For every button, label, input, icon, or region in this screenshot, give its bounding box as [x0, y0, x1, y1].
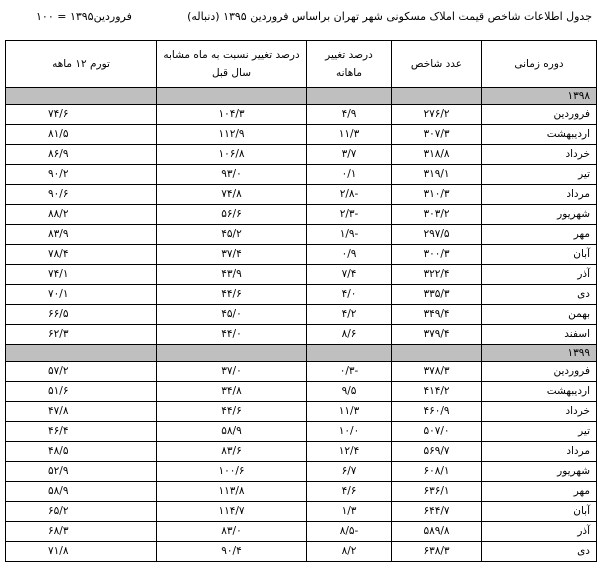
table-row — [6, 442, 597, 462]
monthly-change-cell: -۸/۵ — [307, 522, 392, 542]
index-cell: ۶۳۶/۱ — [392, 482, 482, 502]
monthly-change-cell: ۸/۲ — [307, 542, 392, 562]
period-cell: اردیبهشت — [482, 125, 597, 145]
period-cell: خرداد — [482, 402, 597, 422]
header-index: عدد شاخص — [392, 41, 482, 88]
yearly-change-cell: ۴۵/۲ — [157, 225, 307, 245]
table-row — [6, 522, 597, 542]
header-monthly-change: درصد تغییر ماهانه — [307, 41, 392, 88]
period-cell: اسفند — [482, 325, 597, 345]
inflation-cell: ۹۰/۲ — [6, 165, 157, 185]
monthly-change-cell: ۱/۳ — [307, 502, 392, 522]
period-cell: اردیبهشت — [482, 382, 597, 402]
table-row — [6, 125, 597, 145]
inflation-cell: ۷۱/۸ — [6, 542, 157, 562]
inflation-cell: ۵۸/۹ — [6, 482, 157, 502]
monthly-change-cell: ۷/۴ — [307, 265, 392, 285]
index-cell: ۳۰۷/۳ — [392, 125, 482, 145]
yearly-change-cell: ۱۰۶/۸ — [157, 145, 307, 165]
index-cell: ۳۱۸/۸ — [392, 145, 482, 165]
period-cell: آبان — [482, 502, 597, 522]
inflation-cell: ۶۵/۲ — [6, 502, 157, 522]
index-cell: ۵۰۷/۰ — [392, 422, 482, 442]
year-row-empty-cell — [392, 88, 482, 105]
period-cell: دی — [482, 285, 597, 305]
monthly-change-cell: ۴/۲ — [307, 305, 392, 325]
index-cell: ۴۱۴/۲ — [392, 382, 482, 402]
table-row — [6, 422, 597, 442]
header-row — [6, 41, 597, 88]
price-index-table — [5, 40, 597, 562]
year-label: ۱۳۹۸ — [482, 88, 597, 105]
monthly-change-cell: ۴/۹ — [307, 105, 392, 125]
index-cell: ۵۸۹/۸ — [392, 522, 482, 542]
period-cell: مهر — [482, 482, 597, 502]
year-row-empty-cell — [157, 88, 307, 105]
year-row — [6, 345, 597, 362]
period-cell: بهمن — [482, 305, 597, 325]
index-cell: ۳۷۹/۴ — [392, 325, 482, 345]
monthly-change-cell: ۳/۷ — [307, 145, 392, 165]
inflation-cell: ۴۶/۴ — [6, 422, 157, 442]
yearly-change-cell: ۳۷/۴ — [157, 245, 307, 265]
table-row — [6, 285, 597, 305]
index-cell: ۳۱۰/۳ — [392, 185, 482, 205]
period-cell: شهریور — [482, 462, 597, 482]
period-cell: آذر — [482, 522, 597, 542]
table-row — [6, 305, 597, 325]
index-cell: ۲۷۶/۲ — [392, 105, 482, 125]
inflation-cell: ۵۲/۹ — [6, 462, 157, 482]
period-cell: تیر — [482, 165, 597, 185]
inflation-cell: ۸۱/۵ — [6, 125, 157, 145]
yearly-change-cell: ۹۳/۰ — [157, 165, 307, 185]
index-cell: ۳۱۹/۱ — [392, 165, 482, 185]
inflation-cell: ۷۴/۶ — [6, 105, 157, 125]
inflation-cell: ۴۷/۸ — [6, 402, 157, 422]
inflation-cell: ۹۰/۶ — [6, 185, 157, 205]
period-cell: فروردین — [482, 105, 597, 125]
year-label: ۱۳۹۹ — [482, 345, 597, 362]
table-row — [6, 362, 597, 382]
period-cell: فروردین — [482, 362, 597, 382]
index-cell: ۳۴۹/۴ — [392, 305, 482, 325]
yearly-change-cell: ۴۴/۶ — [157, 285, 307, 305]
index-cell: ۳۰۰/۳ — [392, 245, 482, 265]
period-cell: تیر — [482, 422, 597, 442]
period-cell: خرداد — [482, 145, 597, 165]
yearly-change-cell: ۴۵/۰ — [157, 305, 307, 325]
monthly-change-cell: ۹/۵ — [307, 382, 392, 402]
year-row-empty-cell — [307, 88, 392, 105]
monthly-change-cell: ۸/۶ — [307, 325, 392, 345]
yearly-change-cell: ۷۴/۸ — [157, 185, 307, 205]
table-row — [6, 185, 597, 205]
period-cell: مرداد — [482, 185, 597, 205]
header-yearly-change: درصد تغییر نسبت به ماه مشابه سال قبل — [157, 41, 307, 88]
table-row — [6, 382, 597, 402]
table-row — [6, 205, 597, 225]
monthly-change-cell: ۰/۱ — [307, 165, 392, 185]
inflation-cell: ۸۸/۲ — [6, 205, 157, 225]
yearly-change-cell: ۵۸/۹ — [157, 422, 307, 442]
monthly-change-cell: -۰/۳ — [307, 362, 392, 382]
table-row — [6, 225, 597, 245]
table-row — [6, 145, 597, 165]
table-row — [6, 482, 597, 502]
year-row-empty-cell — [6, 88, 157, 105]
table-row — [6, 402, 597, 422]
inflation-cell: ۸۶/۹ — [6, 145, 157, 165]
index-cell: ۵۶۹/۷ — [392, 442, 482, 462]
inflation-cell: ۵۱/۶ — [6, 382, 157, 402]
yearly-change-cell: ۵۶/۶ — [157, 205, 307, 225]
period-cell: مهر — [482, 225, 597, 245]
yearly-change-cell: ۱۱۴/۷ — [157, 502, 307, 522]
table-row — [6, 325, 597, 345]
inflation-cell: ۶۸/۳ — [6, 522, 157, 542]
monthly-change-cell: -۱/۹ — [307, 225, 392, 245]
index-cell: ۶۰۸/۱ — [392, 462, 482, 482]
index-cell: ۶۴۴/۷ — [392, 502, 482, 522]
yearly-change-cell: ۹۰/۴ — [157, 542, 307, 562]
inflation-cell: ۶۲/۳ — [6, 325, 157, 345]
yearly-change-cell: ۴۴/۰ — [157, 325, 307, 345]
year-row-empty-cell — [392, 345, 482, 362]
table-row — [6, 462, 597, 482]
table-row — [6, 165, 597, 185]
monthly-change-cell: ۶/۷ — [307, 462, 392, 482]
index-cell: ۳۰۳/۲ — [392, 205, 482, 225]
yearly-change-cell: ۱۱۳/۸ — [157, 482, 307, 502]
header-inflation: تورم ۱۲ ماهه — [6, 41, 157, 88]
period-cell: دی — [482, 542, 597, 562]
yearly-change-cell: ۱۰۴/۳ — [157, 105, 307, 125]
table-title: جدول اطلاعات شاخص قیمت املاک مسکونی شهر تهران براساس فروردین ۱۳۹۵ (دنباله) — [187, 10, 592, 23]
monthly-change-cell: ۱۱/۳ — [307, 402, 392, 422]
period-cell: آبان — [482, 245, 597, 265]
monthly-change-cell: ۱۰/۰ — [307, 422, 392, 442]
yearly-change-cell: ۴۴/۶ — [157, 402, 307, 422]
base-period-note: فروردین۱۳۹۵ = ۱۰۰ — [36, 10, 132, 23]
inflation-cell: ۶۶/۵ — [6, 305, 157, 325]
table-row — [6, 502, 597, 522]
index-cell: ۲۹۷/۵ — [392, 225, 482, 245]
monthly-change-cell: ۴/۶ — [307, 482, 392, 502]
inflation-cell: ۷۴/۱ — [6, 265, 157, 285]
inflation-cell: ۵۷/۲ — [6, 362, 157, 382]
yearly-change-cell: ۸۳/۶ — [157, 442, 307, 462]
yearly-change-cell: ۳۴/۸ — [157, 382, 307, 402]
table-row — [6, 265, 597, 285]
monthly-change-cell: ۱۱/۳ — [307, 125, 392, 145]
monthly-change-cell: ۰/۹ — [307, 245, 392, 265]
table-row — [6, 245, 597, 265]
inflation-cell: ۸۳/۹ — [6, 225, 157, 245]
yearly-change-cell: ۱۰۰/۶ — [157, 462, 307, 482]
table-row — [6, 105, 597, 125]
monthly-change-cell: -۲/۳ — [307, 205, 392, 225]
index-cell: ۳۷۸/۳ — [392, 362, 482, 382]
period-cell: مرداد — [482, 442, 597, 462]
period-cell: شهریور — [482, 205, 597, 225]
yearly-change-cell: ۳۷/۰ — [157, 362, 307, 382]
monthly-change-cell: -۲/۸ — [307, 185, 392, 205]
period-cell: آذر — [482, 265, 597, 285]
index-cell: ۶۳۸/۳ — [392, 542, 482, 562]
year-row-empty-cell — [307, 345, 392, 362]
year-row — [6, 88, 597, 105]
inflation-cell: ۴۸/۵ — [6, 442, 157, 462]
table-caption — [8, 10, 592, 26]
index-cell: ۳۲۲/۴ — [392, 265, 482, 285]
table-body — [6, 88, 597, 562]
inflation-cell: ۷۰/۱ — [6, 285, 157, 305]
yearly-change-cell: ۸۳/۰ — [157, 522, 307, 542]
header-period: دوره زمانی — [482, 41, 597, 88]
index-cell: ۳۳۵/۳ — [392, 285, 482, 305]
table-row — [6, 542, 597, 562]
year-row-empty-cell — [157, 345, 307, 362]
index-cell: ۴۶۰/۹ — [392, 402, 482, 422]
inflation-cell: ۷۸/۴ — [6, 245, 157, 265]
yearly-change-cell: ۴۳/۹ — [157, 265, 307, 285]
monthly-change-cell: ۱۲/۴ — [307, 442, 392, 462]
yearly-change-cell: ۱۱۲/۹ — [157, 125, 307, 145]
year-row-empty-cell — [6, 345, 157, 362]
monthly-change-cell: ۴/۰ — [307, 285, 392, 305]
